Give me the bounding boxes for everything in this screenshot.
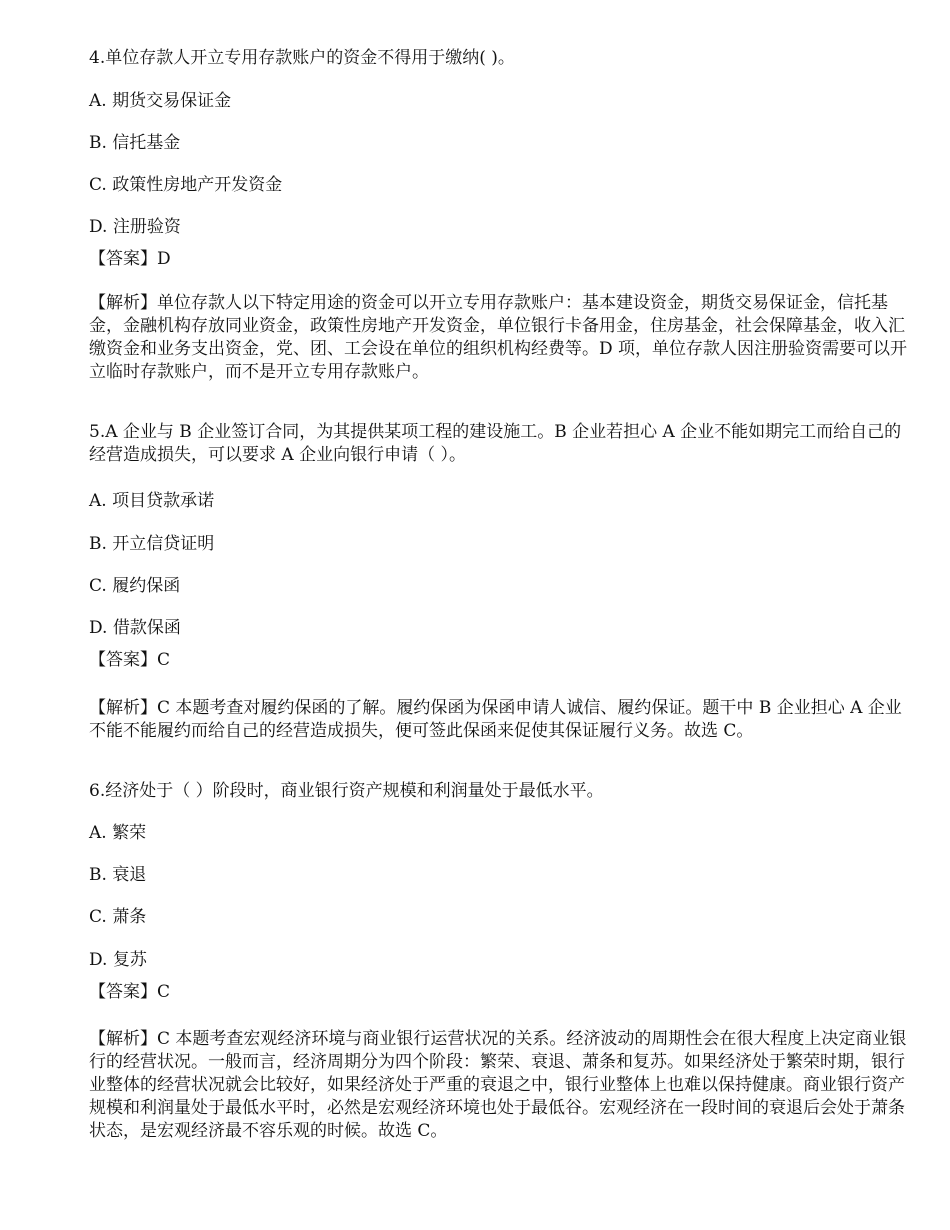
- question-6-analysis: 【解析】C 本题考查宏观经济环境与商业银行运营状况的关系。经济波动的周期性会在很大程度上决定商业银行的经营状况。一般而言，经济周期分为四个阶段：繁荣、衰退、萧条和复苏。如果经济处于繁荣时期，银行业整体的经营状况就会比较好，如果经济处于严重的衰退之中，银行业整体上也难以保持健康。商业银行资产规模和利润量处于最低水平时，必然是宏观经济环境也处于最低谷。宏观经济在一段时间的衰退后会处于萧条状态，是宏观经济最不容乐观的时候。故选 C。: [89, 1029, 907, 1141]
- question-6-answer: 【答案】C: [89, 982, 171, 1002]
- question-4-option-a: A. 期货交易保证金: [89, 91, 232, 111]
- question-4-option-c: C. 政策性房地产开发资金: [89, 175, 283, 195]
- question-6-option-b: B. 衰退: [89, 865, 147, 885]
- question-4-option-d: D. 注册验资: [89, 217, 181, 237]
- question-5-analysis: 【解析】C 本题考查对履约保函的了解。履约保函为保函申请人诚信、履约保证。题干中 B 企业担心 A 企业不能不能履约而给自己的经营造成损失，便可签此保函来促使其保证履行义务。故选 C。: [89, 698, 902, 741]
- question-5-answer: 【答案】C: [89, 650, 171, 670]
- question-6-option-a: A. 繁荣: [89, 823, 147, 843]
- question-4-option-b: B. 信托基金: [89, 133, 181, 153]
- question-4-stem: 4.单位存款人开立专用存款账户的资金不得用于缴纳( )。: [89, 48, 515, 68]
- question-6-stem: 6.经济处于（ ）阶段时，商业银行资产规模和利润量处于最低水平。: [89, 781, 604, 801]
- question-5-option-a: A. 项目贷款承诺: [89, 491, 215, 511]
- question-6-option-c: C. 萧条: [89, 907, 147, 927]
- question-6-option-d: D. 复苏: [89, 950, 147, 970]
- question-5-option-b: B. 开立信贷证明: [89, 534, 215, 554]
- question-4-analysis: 【解析】单位存款人以下特定用途的资金可以开立专用存款账户：基本建设资金，期货交易保证金，信托基金，金融机构存放同业资金，政策性房地产开发资金，单位银行卡备用金，住房基金，社会保障基金，收入汇缴资金和业务支出资金，党、团、工会设在单位的组织机构经费等。D 项，单位存款人因注册验资需要可以开立临时存款账户，而不是开立专用存款账户。: [89, 293, 908, 382]
- question-5-option-d: D. 借款保函: [89, 618, 181, 638]
- question-5-option-c: C. 履约保函: [89, 576, 181, 596]
- question-4-answer: 【答案】D: [89, 249, 171, 269]
- question-5-stem: 5.A 企业与 B 企业签订合同，为其提供某项工程的建设施工。B 企业若担心 A 企业不能如期完工而给自己的经营造成损失，可以要求 A 企业向银行申请（ ）。: [89, 422, 902, 465]
